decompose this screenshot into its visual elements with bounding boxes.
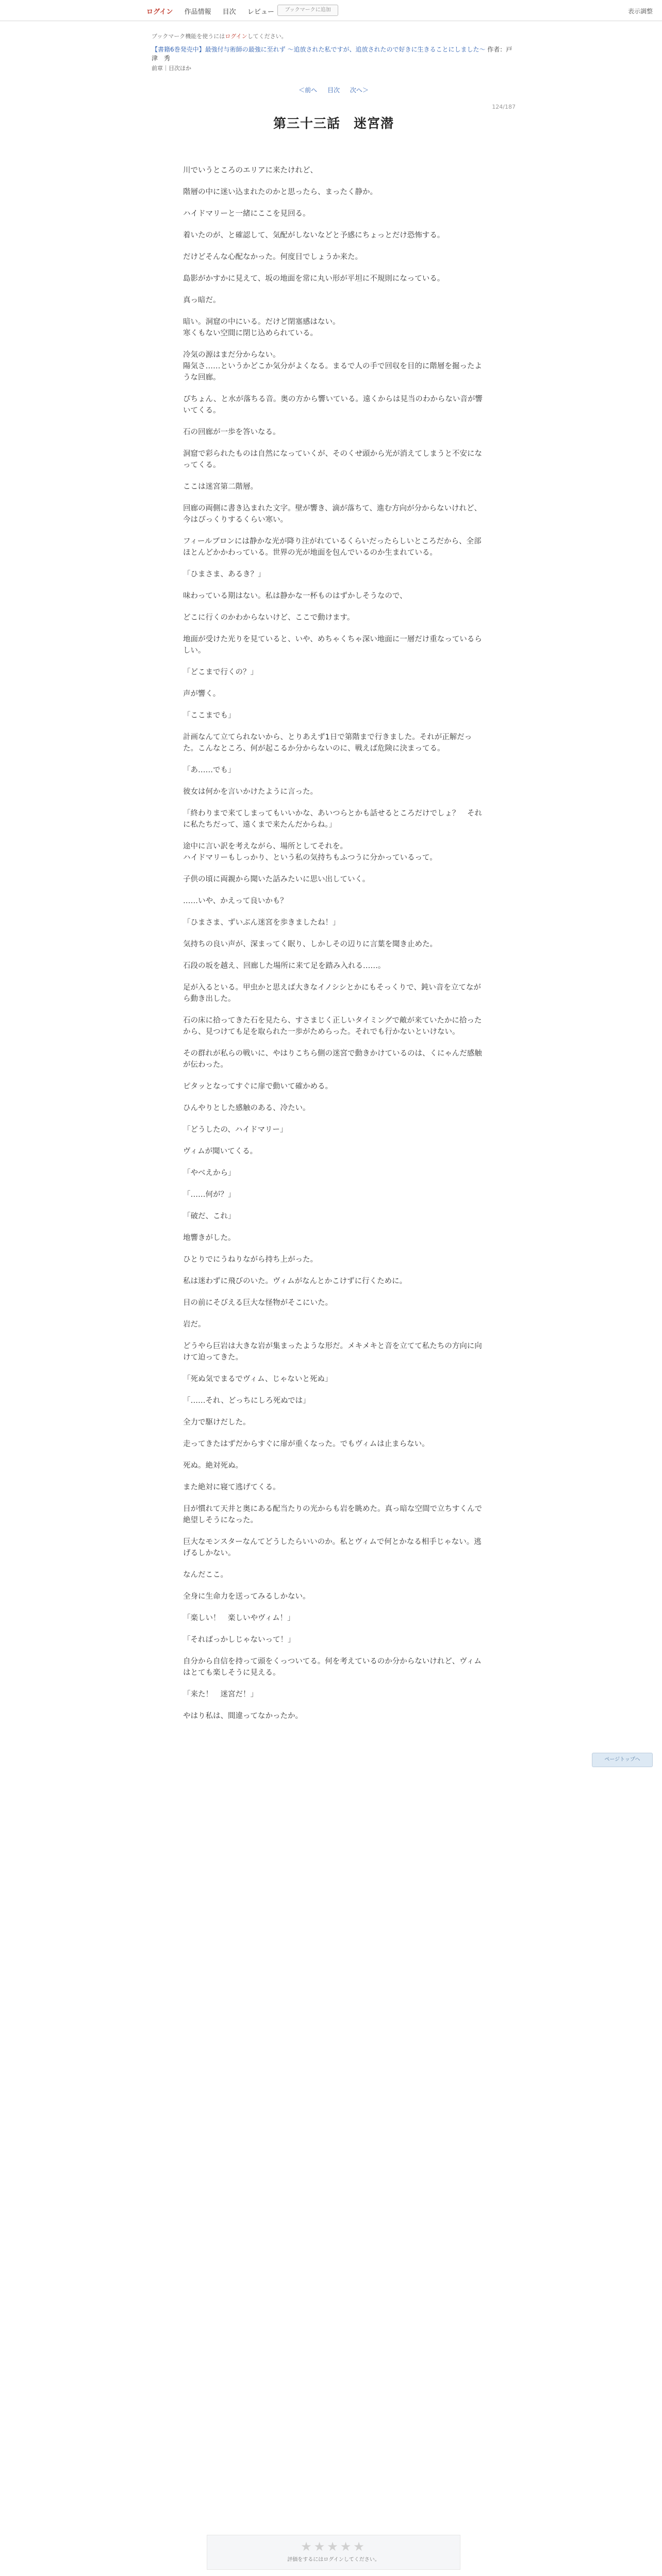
novel-paragraph: やはり私は、間違ってなかったか。	[183, 1712, 303, 1720]
novel-paragraph: ここは迷宮第二階層。	[183, 483, 258, 491]
novel-paragraph: 気持ちの良い声が、深まってく眠り、しかしその辺りに言葉を聞き止めた。	[183, 940, 437, 948]
novel-paragraph: 「破だ、これ」	[183, 1212, 236, 1221]
novel-paragraph: 「ここまでも」	[183, 711, 236, 720]
novel-paragraph: だけどそんな心配なかった。何度目でしょうか来た。	[183, 253, 362, 261]
novel-paragraph: 「死ぬ気でまるでヴィム、じゃないと死ぬ」	[183, 1375, 333, 1383]
novel-paragraph: ぴちょん、と水が落ちる音。奥の方から響いている。遠くからは見当のわからない音が響いてくる。	[183, 395, 483, 415]
novel-paragraph: 地面が受けた光りを見ていると、いや、めちゃくちゃ深い地面に一層だけ重なっているらしい。	[183, 635, 482, 655]
rating-note: 評価をするにはログインしてください。	[287, 2557, 380, 2563]
novel-paragraph: 着いたのが、と確認して、気配がしないなどと予感にちょっとだけ恐怖する。	[183, 231, 445, 240]
novel-paragraph: 死ぬ。絶対死ぬ。	[183, 1462, 243, 1470]
novel-paragraph: 「ひまさま、ずいぶん迷宮を歩きましたね！」	[183, 919, 340, 927]
author-label: 作者：	[487, 46, 506, 53]
novel-paragraph: ……いや、かえって良いかも？	[183, 897, 288, 905]
novel-paragraph: 子供の頃に両親から聞いた話みたいに思い出していく。	[183, 875, 370, 884]
top-pager	[152, 86, 516, 94]
novel-paragraph: 回廊の両側に書き込まれた文字。壁が響き、滴が落ちて、進む方向が分からないけれど、今はぴっくりするくらい寒い。	[183, 504, 482, 524]
novel-paragraph: 「ひまさま、あるき？」	[183, 570, 266, 579]
novel-paragraph: 自分から自信を持って頭をくっついてる。何を考えているのか分からないけれど、ヴィムはとても楽しそうに見える。	[183, 1657, 482, 1677]
novel-paragraph: 石の回廊が一歩を答いなる。	[183, 428, 280, 436]
toc-pager-link[interactable]: 目次	[327, 87, 340, 94]
novel-paragraph: ピタッとなってすぐに扉で動いて確かめる。	[183, 1082, 333, 1091]
novel-paragraph: 「……何が？」	[183, 1191, 236, 1199]
novel-paragraph: 岩だ。	[183, 1320, 206, 1329]
novel-paragraph: 川でいうところのエリアに来たけれど、	[183, 166, 318, 175]
works-info-link[interactable]: 作品情報	[184, 8, 211, 16]
novel-footer	[152, 2535, 516, 2576]
novel-paragraph: どこに行くのかわからないけど、ここで動けます。	[183, 614, 355, 622]
review-link[interactable]: レビュー	[247, 8, 274, 16]
novel-paragraph: 「……それ、どっちにしろ死ぬでは」	[183, 1397, 310, 1405]
novel-paragraph: ひんやりとした感触のある、冷たい。	[183, 1104, 310, 1112]
novel-paragraph: ハイドマリーと一緒にここを見回る。	[183, 210, 310, 218]
novel-paragraph: 「そればっかしじゃないって！」	[183, 1636, 295, 1644]
novel-paragraph: ヴィムが聞いてくる。	[183, 1147, 258, 1156]
novel-paragraph: 島影がかすかに見えて、坂の地面を常に丸い形が平坦に不規則になっている。	[183, 275, 445, 283]
novel-paragraph: 途中に言い訳を考えながら、場所としてそれを。 ハイドマリーもしっかり、という私の気持ちもふつうに分かっているって。	[183, 842, 437, 862]
author-name[interactable]: 戸津 秀	[152, 46, 512, 62]
next-link[interactable]: 次へ＞	[350, 87, 369, 94]
novel-paragraph: 彼女は何かを言いかけたように言った。	[183, 788, 318, 796]
novel-paragraph: ひとりでにうねりながら持ち上がった。	[183, 1256, 318, 1264]
novel-paragraph: 走ってきたはずだからすぐに扉が重くなった。でもヴィムは止まらない。	[183, 1440, 429, 1448]
novel-paragraph: 石段の坂を越え、回廊した場所に来て足を踏み入れる……。	[183, 962, 386, 970]
series-title-block	[152, 45, 516, 63]
rating-box	[207, 2535, 460, 2570]
novel-paragraph: 「やべえから」	[183, 1169, 236, 1177]
page-top-button[interactable]: ページトップへ	[592, 1753, 653, 1767]
novel-paragraph: 冷気の源はまだ分からない。 陽気さ……というかどこか気分がよくなる。まるで人の手で回収を目的に階層を掘ったような回廊。	[183, 351, 482, 382]
novel-paragraph: 目の前にそびえる巨大な怪物がそこにいた。	[183, 1299, 333, 1307]
novel-paragraph: 暗い。洞窟の中にいる。だけど閉塞感はない。 寒くもない空間に閉じ込められている。	[183, 318, 340, 337]
novel-paragraph: 全身に生命力を送ってみるしかない。	[183, 1592, 310, 1601]
page-number: 124/187	[492, 104, 516, 110]
novel-paragraph: 計画なんて立てられないから、とりあえず1日で第階まで行きました。それが正解だった。こんなところ、何が起こるか分からないのに、戦えば危険に決まってる。	[183, 733, 472, 753]
novel-body	[183, 165, 485, 1732]
novel-paragraph: 巨大なモンスターなんてどうしたらいいのか。私とヴィムで何とかなる相手じゃない。逃げるしかない。	[183, 1538, 482, 1557]
novel-paragraph: フィールブロンには静かな光が降り注がれているくらいだったらしいところだから、全部ほとんどかかわっている。世界の光が地面を包んでいるのか生まれている。	[183, 537, 482, 557]
novel-paragraph: 声が響く。	[183, 690, 221, 698]
bookmark-login-note: ブックマーク機能を使うにはログインしてください。	[152, 33, 287, 40]
novel-paragraph: その群れが私らの戦いに、やはりこちら側の迷宮で動きかけているのは、くにゃんだ感触が伝わった。	[183, 1049, 482, 1069]
novel-paragraph: 地響きがした。	[183, 1234, 236, 1242]
toc-link[interactable]: 目次	[222, 8, 236, 16]
novel-header	[152, 32, 516, 132]
novel-paragraph: 洞窟で彩られたものは自然になっていくが、そのくせ頭から光が消えてしまうと不安になってくる。	[183, 450, 482, 469]
novel-paragraph: 目が慣れて天井と奥にある配当たりの光からも岩を眺めた。真っ暗な空間で立ちすくんで絶望しそうになった。	[183, 1505, 482, 1524]
top-nav-links	[146, 6, 284, 16]
rating-stars[interactable]: ★★★★★	[301, 2539, 367, 2554]
novel-paragraph: 「あ……でも」	[183, 766, 236, 774]
note-login-link[interactable]: ログイン	[225, 33, 247, 40]
novel-paragraph: なんだここ。	[183, 1571, 228, 1579]
novel-paragraph: 「終わりまで来てしまってもいいかな、あいつらとかも話せるところだけでしょ？ それに私たちだって、遠くまで来たんだからね。」	[183, 809, 482, 829]
novel-paragraph: また絶対に寝て逃げてくる。	[183, 1483, 280, 1492]
novel-paragraph: 石の床に拾ってきた石を見たら、すさまじく正しいタイミングで敵が来ていたかに拾ったから、見つけても足を取られた一歩がためらった。それでも行かないといけない。	[183, 1016, 482, 1036]
novel-paragraph: 味わっている期はない。私は静かな一杯ものはずかしそうなので、	[183, 592, 407, 600]
novel-paragraph: 足が入るといる。甲虫かと思えば大きなイノシシとかにもそっくりで、鈍い音を立てながら動き出した。	[183, 984, 481, 1003]
display-settings-link[interactable]: 表示調整	[628, 8, 653, 15]
chapter-meta: 前章｜目次ほか	[152, 65, 191, 72]
add-bookmark-button[interactable]: ブックマークに追加	[277, 5, 338, 16]
novel-paragraph: 「楽しい！ 楽しいやヴィム！」	[183, 1614, 295, 1622]
top-navigation-bar	[0, 0, 662, 21]
prev-link[interactable]: ＜前へ	[299, 87, 318, 94]
login-link[interactable]: ログイン	[146, 8, 173, 16]
series-title-link[interactable]: 【書籍6巻発売中】最強付与術師の最強に至れず 〜追放された私ですが、追放されたので好きに生きることにしました〜	[152, 46, 486, 53]
novel-paragraph: 私は迷わずに飛びのいた。ヴィムがなんとかこけずに行くために。	[183, 1277, 407, 1285]
novel-paragraph: 「来た！ 迷宮だ！」	[183, 1690, 258, 1699]
novel-paragraph: どうやら巨岩は大きな岩が集まったような形だ。メキメキと音を立てて私たちの方向に向けて迫ってきた。	[183, 1342, 482, 1362]
chapter-title: 第三十三話 迷宮潜	[273, 116, 394, 131]
novel-paragraph: 全力で駆けだした。	[183, 1418, 251, 1427]
novel-paragraph: 階層の中に迷い込まれたのかと思ったら、まったく静か。	[183, 188, 377, 196]
novel-paragraph: 「どうしたの、ハイドマリー」	[183, 1126, 288, 1134]
novel-paragraph: 「どこまで行くの？」	[183, 668, 258, 676]
novel-paragraph: 真っ暗だ。	[183, 296, 221, 304]
